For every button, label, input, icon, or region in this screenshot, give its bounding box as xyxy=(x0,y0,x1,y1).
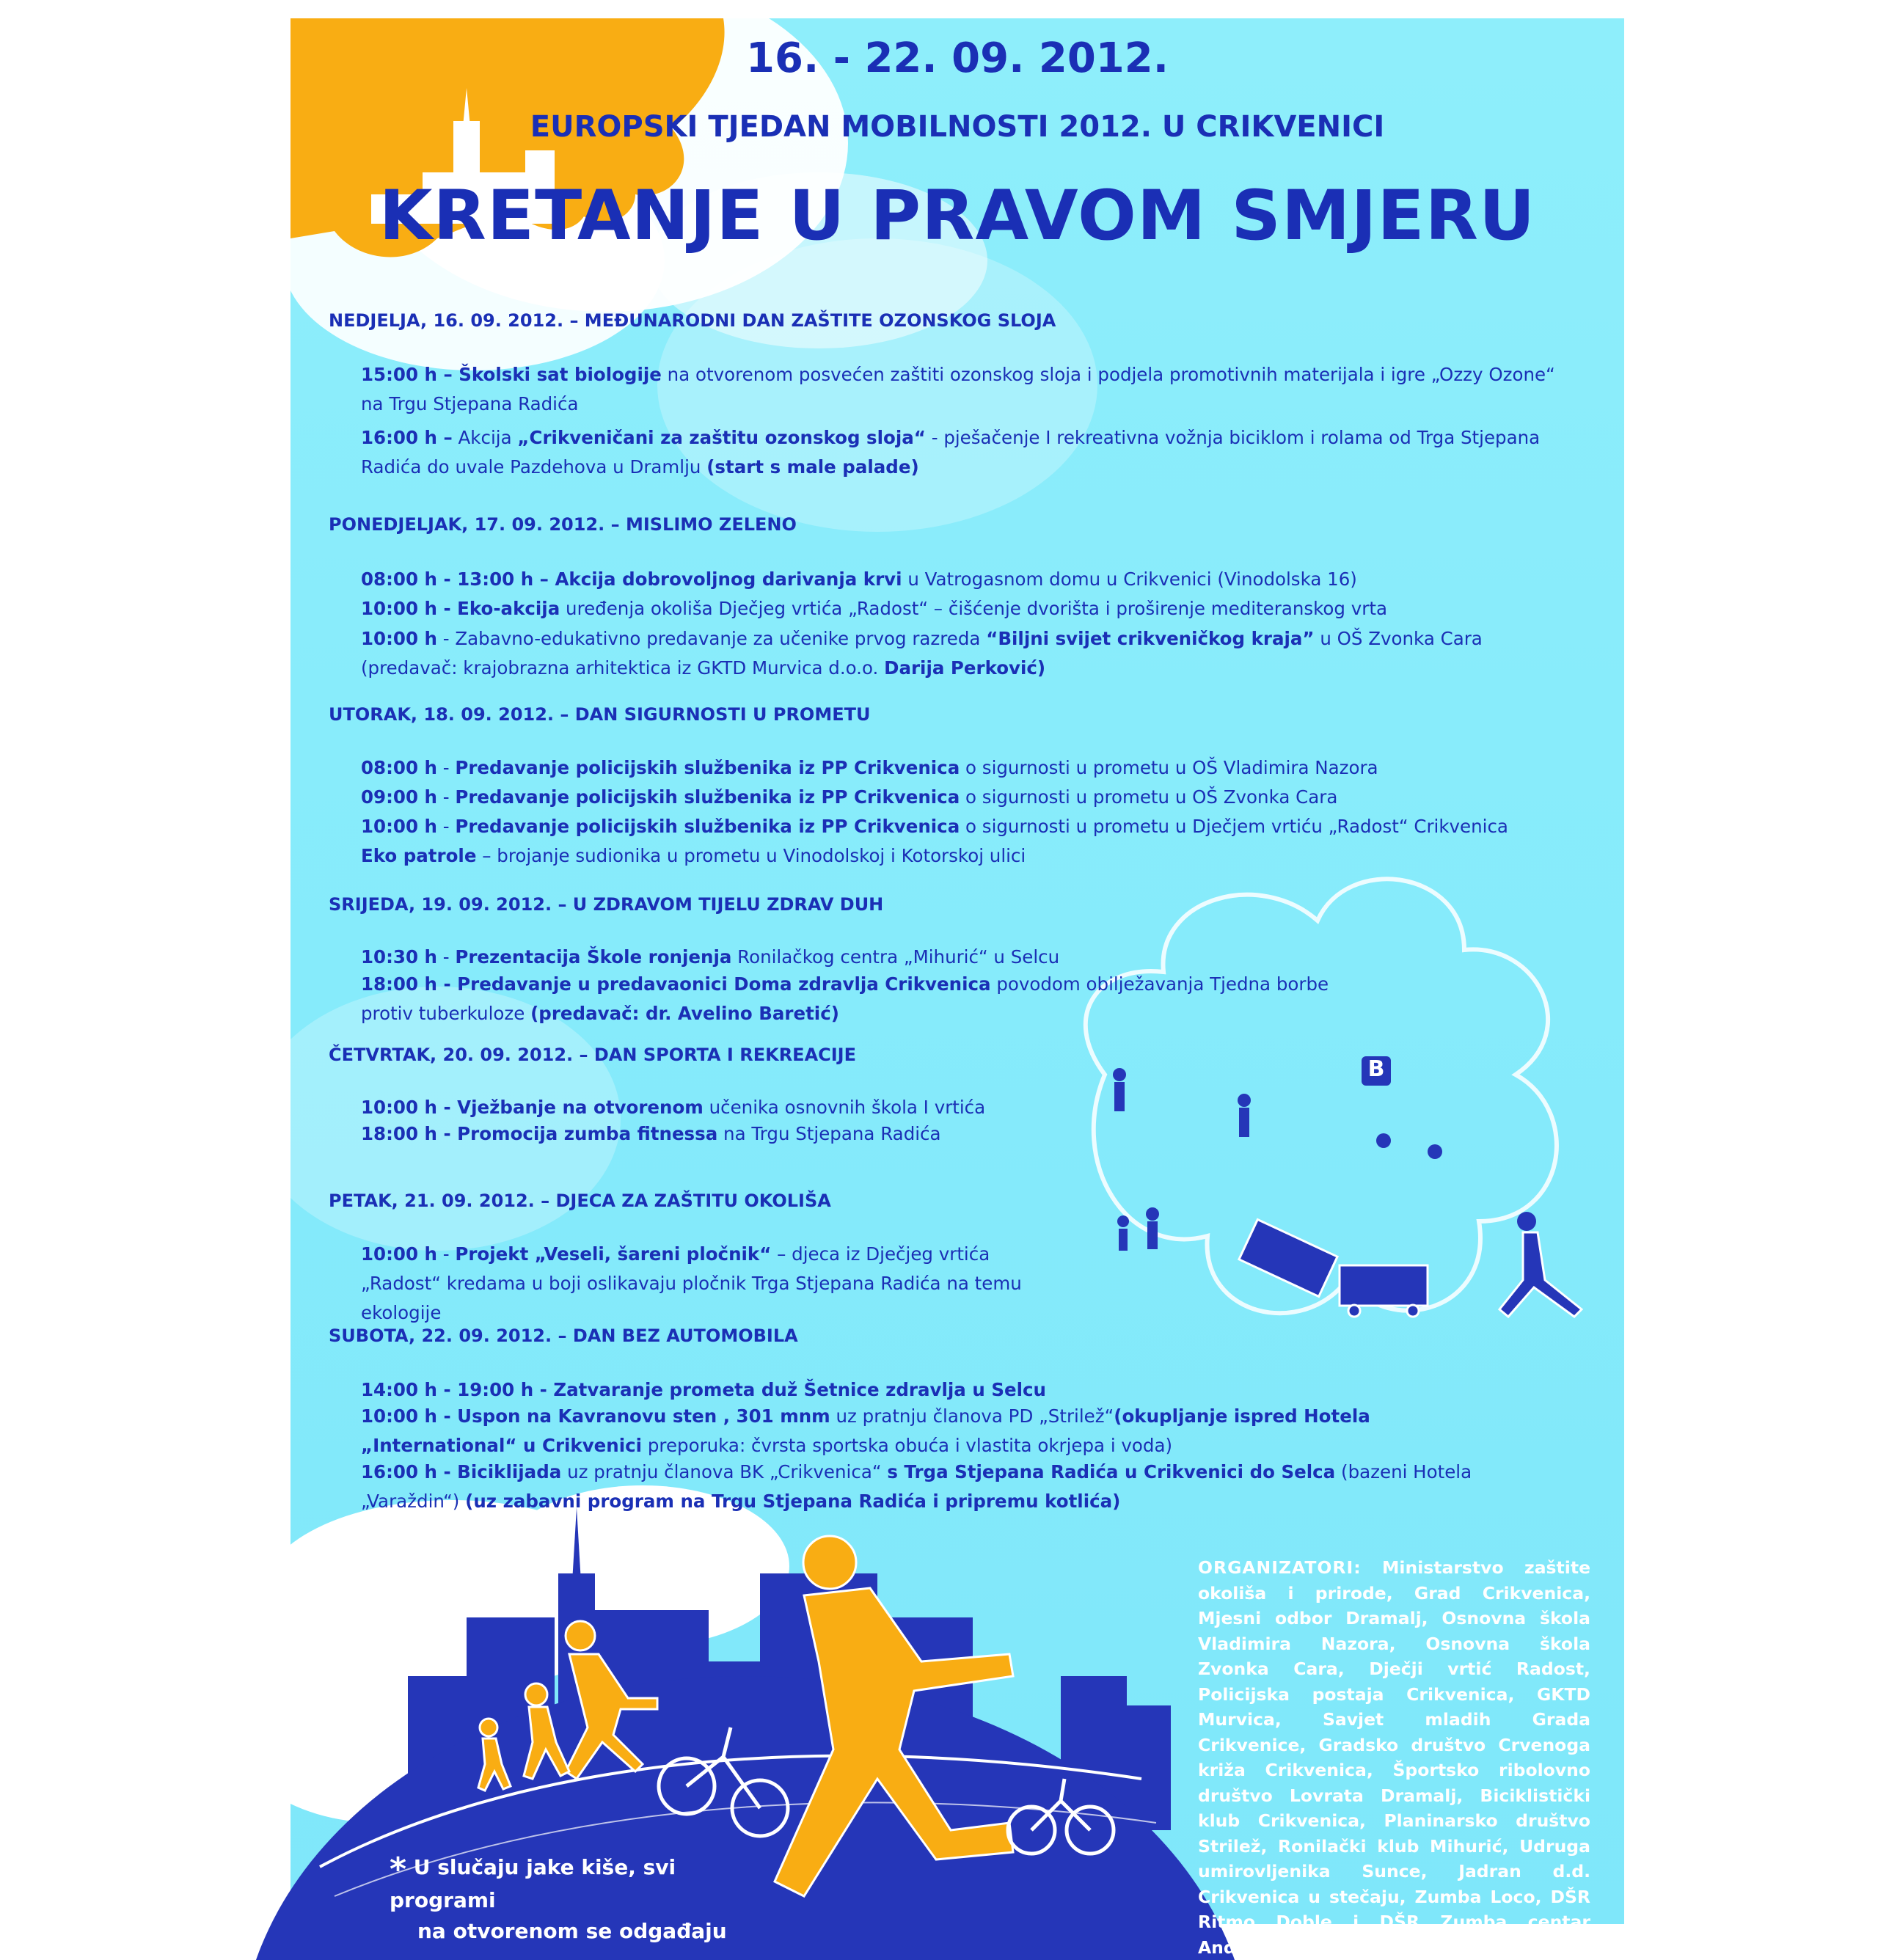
day-heading-thursday: ČETVRTAK, 20. 09. 2012. – DAN SPORTA I REKREACIJE xyxy=(329,1045,857,1065)
event-highlight: s Trga Stjepana Radića u Crikvenici do Selca xyxy=(887,1461,1336,1482)
asterisk-icon: * xyxy=(390,1851,407,1888)
event-text: o sigurnosti u prometu u Dječjem vrtiću „Radost“ Crikvenica xyxy=(960,816,1508,837)
event-highlight: 10:30 h xyxy=(361,946,437,968)
rain-note-line2: na otvorenom se odgađaju xyxy=(417,1919,727,1943)
event-highlight: 18:00 h - Promocija zumba fitnessa xyxy=(361,1123,718,1144)
event-text: preporuka: čvrsta sportska obuća i vlastita okrjepa i voda) xyxy=(642,1435,1173,1456)
event-text: uz pratnju članova BK „Crikvenica“ xyxy=(561,1461,888,1482)
event-text: u OŠ Zvonka Cara (predavač: krajobrazna arhitektica iz GKTD Murvica d.o.o. xyxy=(361,628,1483,679)
event-text: povodom obilježavanja Tjedna borbe protiv tuberkuloze xyxy=(361,973,1329,1024)
event-highlight: 10:00 h - Eko-akcija xyxy=(361,598,560,619)
bus-stop-letter: B xyxy=(1367,1056,1385,1082)
event-highlight: (uz zabavni program na Trgu Stjepana Radića i pripremu kotlića) xyxy=(465,1491,1121,1512)
event-item xyxy=(361,1375,1564,1405)
event-highlight: 09:00 h xyxy=(361,786,437,808)
poster-title: KRETANJE U PRAVOM SMJERU xyxy=(379,176,1536,256)
event-highlight: 08:00 h - 13:00 h – Akcija dobrovoljnog darivanja krvi xyxy=(361,568,902,590)
event-item xyxy=(361,624,1564,683)
event-text: učenika osnovnih škola I vrtića xyxy=(703,1097,986,1118)
event-text: Ronilačkog centra „Mihurić“ u Selcu xyxy=(731,946,1060,968)
rain-note-line1: U slučaju jake kiše, svi programi xyxy=(390,1855,676,1912)
day-heading-wednesday: SRIJEDA, 19. 09. 2012. – U ZDRAVOM TIJELU ZDRAV DUH xyxy=(329,894,884,915)
event-item xyxy=(361,783,1564,812)
event-highlight: Predavanje policijskih službenika iz PP Crikvenica xyxy=(455,816,960,837)
event-highlight: 10:00 h - Vježbanje na otvorenom xyxy=(361,1097,704,1118)
event-highlight: (predavač: dr. Avelino Baretić) xyxy=(530,1003,839,1024)
event-item xyxy=(361,1240,1065,1328)
event-item xyxy=(361,1093,1564,1122)
event-highlight: Darija Perković) xyxy=(884,657,1046,679)
event-text: na Trgu Stjepana Radića xyxy=(717,1123,941,1144)
event-item xyxy=(361,594,1564,624)
event-item xyxy=(361,360,1564,419)
event-highlight: Prezentacija Škole ronjenja xyxy=(455,946,732,968)
event-item xyxy=(361,1458,1505,1516)
event-item xyxy=(361,812,1564,841)
organizers xyxy=(1198,1555,1590,1960)
event-text: – brojanje sudionika u prometu u Vinodolskoj i Kotorskoj ulici xyxy=(476,845,1026,866)
event-text: – djeca iz Dječjeg vrtića „Radost“ kredama u boji oslikavaju pločnik Trga Stjepana Radića na temu ekologije xyxy=(361,1243,1022,1323)
organizers-label: ORGANIZATORI: xyxy=(1198,1557,1362,1578)
event-highlight: 10:00 h xyxy=(361,1243,437,1265)
event-text: Akcija xyxy=(452,427,518,448)
event-item xyxy=(361,970,1373,1028)
event-highlight: 10:00 h xyxy=(361,816,437,837)
event-text: - xyxy=(436,757,456,778)
event-dates: 16. - 22. 09. 2012. xyxy=(746,34,1169,82)
poster xyxy=(291,18,1624,1958)
event-highlight: 08:00 h xyxy=(361,757,437,778)
event-item xyxy=(361,943,1564,972)
event-text: - Zabavno-edukativno predavanje za učenike prvog razreda xyxy=(436,628,987,649)
event-text: - xyxy=(436,816,456,837)
day-heading-sunday: NEDJELJA, 16. 09. 2012. – MEĐUNARODNI DAN ZAŠTITE OZONSKOG SLOJA xyxy=(329,310,1056,331)
event-highlight: Eko patrole xyxy=(361,845,477,866)
event-item xyxy=(361,841,1564,871)
event-highlight: 16:00 h – xyxy=(361,427,453,448)
event-highlight: 10:00 h xyxy=(361,628,437,649)
event-text: uz pratnju članova PD „Strilež“ xyxy=(830,1405,1114,1427)
event-highlight: „Crikveničani za zaštitu ozonskog sloja“ xyxy=(517,427,926,448)
event-item xyxy=(361,1119,1564,1149)
event-text: o sigurnosti u prometu u OŠ Vladimira Nazora xyxy=(960,757,1378,778)
event-text: - xyxy=(436,786,456,808)
event-highlight: 10:00 h - Uspon na Kavranovu sten , 301 mnm xyxy=(361,1405,830,1427)
event-highlight: 16:00 h - Biciklijada xyxy=(361,1461,562,1482)
event-item xyxy=(361,423,1564,482)
event-text: (bazeni Hotela „Varaždin“) xyxy=(361,1461,1472,1512)
event-text: uređenja okoliša Dječjeg vrtića „Radost“ – čišćenje dvorišta i proširenje mediteranskog vrta xyxy=(560,598,1387,619)
event-text: - xyxy=(436,946,456,968)
event-text: u Vatrogasnom domu u Crikvenici (Vinodolska 16) xyxy=(902,568,1357,590)
tram-icon xyxy=(1239,1219,1428,1317)
day-heading-saturday: SUBOTA, 22. 09. 2012. – DAN BEZ AUTOMOBILA xyxy=(329,1325,798,1346)
event-text: - xyxy=(436,1243,456,1265)
event-highlight: 14:00 h - 19:00 h - Zatvaranje prometa duž Šetnice zdravlja u Selcu xyxy=(361,1379,1046,1400)
day-heading-friday: PETAK, 21. 09. 2012. – DJECA ZA ZAŠTITU OKOLIŠA xyxy=(329,1191,831,1211)
event-highlight: (start s male palade) xyxy=(706,456,919,478)
event-highlight: “Biljni svijet crikveničkog kraja” xyxy=(986,628,1315,649)
event-subtitle: EUROPSKI TJEDAN MOBILNOSTI 2012. U CRIKVENICI xyxy=(530,110,1385,144)
day-heading-monday: PONEDJELJAK, 17. 09. 2012. – MISLIMO ZELENO xyxy=(329,514,797,535)
event-highlight: Predavanje policijskih službenika iz PP Crikvenica xyxy=(455,757,960,778)
organizers-list: Ministarstvo zaštite okoliša i prirode, Grad Crikvenica, Mjesni odbor Dramalj, Osnovna škola Vladimira Nazora, Osnovna škola Zvonka Cara, Dječji vrtić Radost, Policijska postaja Crikvenica, GKTD Murvica, Savjet mladih Grada Crikvenice, Gradsko društvo Crvenoga križa Crikvenica, Športsko ribolovno društvo Lovrata Dramalj, Biciklistički klub Crikvenica, Planinarsko društvo Strilež, Ronilački klub Mihurić, Udruga umirovljenika Sunce, Jadran d.d. Crikvenica u stečaju, Zumba Loco, DŠR Ritmo Doble i DŠR Zumba centar Andrea xyxy=(1198,1557,1591,1958)
event-item xyxy=(361,565,1564,594)
day-heading-tuesday: UTORAK, 18. 09. 2012. – DAN SIGURNOSTI U PROMETU xyxy=(329,704,871,725)
event-item xyxy=(361,1402,1505,1460)
event-highlight: 18:00 h - Predavanje u predavaonici Doma zdravlja Crikvenica xyxy=(361,973,991,995)
event-highlight: Predavanje policijskih službenika iz PP Crikvenica xyxy=(455,786,960,808)
event-text: na otvorenom posvećen zaštiti ozonskog sloja i podjela promotivnih materijala i igre „Ozzy Ozone“ na Trgu Stjepana Radića xyxy=(361,364,1555,414)
event-highlight: (okupljanje ispred Hotela „International“ u Crikvenici xyxy=(361,1405,1370,1456)
rain-note xyxy=(390,1852,771,1947)
event-text: - pješačenje I rekreativna vožnja biciklom i rolama od Trga Stjepana Radića do uvale Pazdehova u Dramlju xyxy=(361,427,1541,478)
event-item xyxy=(361,753,1564,783)
event-text: o sigurnosti u prometu u OŠ Zvonka Cara xyxy=(960,786,1338,808)
event-highlight: 15:00 h – Školski sat biologije xyxy=(361,364,662,385)
event-highlight: Projekt „Veseli, šareni pločnik“ xyxy=(455,1243,772,1265)
